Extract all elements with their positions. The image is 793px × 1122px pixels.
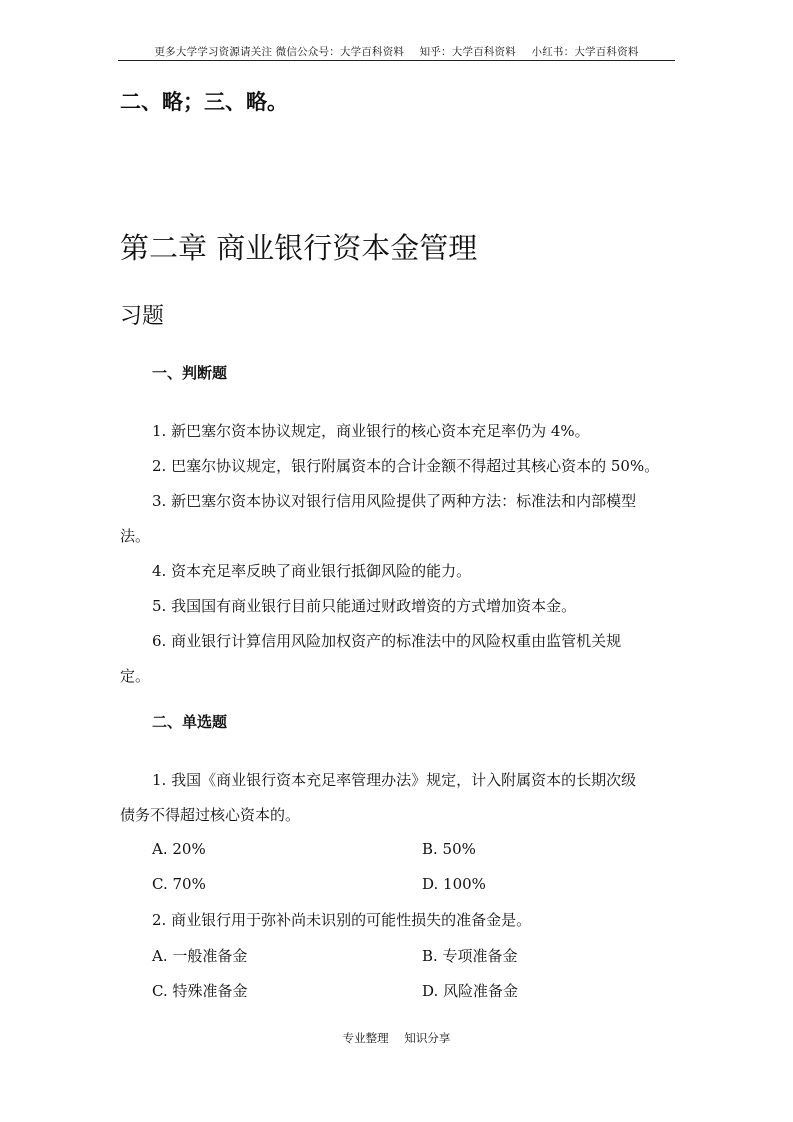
sc-q2-option-a: A. 一般准备金 bbox=[152, 947, 248, 965]
sc-q2-option-b: B. 专项准备金 bbox=[422, 947, 518, 965]
tf-question-6 bbox=[120, 624, 675, 694]
sc-question-2-text: 2. 商业银行用于弥补尚未识别的可能性损失的准备金是。 bbox=[152, 911, 532, 929]
sc-question-1 bbox=[120, 763, 675, 833]
header-rule bbox=[118, 60, 675, 61]
tf-question-1-text: 1. 新巴塞尔资本协议规定，商业银行的核心资本充足率仍为 4%。 bbox=[152, 422, 590, 440]
true-false-heading: 一、判断题 bbox=[152, 364, 228, 382]
page-footer bbox=[0, 1030, 793, 1046]
exercises-heading: 习题 bbox=[120, 304, 165, 329]
tf-question-5-text: 5. 我国国有商业银行目前只能通过财政增资的方式增加资本金。 bbox=[152, 597, 577, 615]
tf-question-6-cont: 定。 bbox=[120, 667, 151, 685]
tf-question-2 bbox=[120, 449, 675, 484]
sc-q1-option-d: D. 100% bbox=[422, 875, 486, 893]
tf-question-3-text: 3. 新巴塞尔资本协议对银行信用风险提供了两种方法：标准法和内部模型 bbox=[152, 492, 637, 510]
chapter-title: 第二章 商业银行资本金管理 bbox=[120, 231, 478, 265]
header-wechat: 更多大学学习资源请关注 微信公众号：大学百科资料 bbox=[154, 46, 405, 58]
sc-question-2 bbox=[120, 903, 675, 938]
tf-question-4 bbox=[120, 554, 675, 589]
tf-question-1 bbox=[120, 414, 675, 449]
tf-question-6-text: 6. 商业银行计算信用风险加权资产的标准法中的风险权重由监管机关规 bbox=[152, 632, 622, 650]
tf-question-2-text: 2. 巴塞尔协议规定，银行附属资本的合计金额不得超过其核心资本的 50%。 bbox=[152, 457, 660, 475]
footer-segment-2: 知识分享 bbox=[404, 1031, 451, 1045]
page-header bbox=[118, 44, 675, 59]
sc-q2-option-d: D. 风险准备金 bbox=[422, 982, 519, 1000]
sc-question-1-cont: 债务不得超过核心资本的。 bbox=[120, 806, 301, 824]
header-zhihu: 知乎：大学百科资料 bbox=[419, 46, 516, 58]
sc-q2-option-c: C. 特殊准备金 bbox=[152, 982, 248, 1000]
sc-question-1-text: 1. 我国《商业银行资本充足率管理办法》规定，计入附属资本的长期次级 bbox=[152, 771, 637, 789]
tf-question-5 bbox=[120, 589, 675, 624]
tf-question-3-cont: 法。 bbox=[120, 527, 151, 545]
sc-q1-option-b: B. 50% bbox=[422, 840, 476, 858]
tf-question-4-text: 4. 资本充足率反映了商业银行抵御风险的能力。 bbox=[152, 562, 472, 580]
single-choice-heading: 二、单选题 bbox=[152, 713, 228, 731]
footer-segment-1: 专业整理 bbox=[342, 1031, 389, 1045]
sc-q1-option-a: A. 20% bbox=[152, 840, 206, 858]
header-xiaohongshu: 小红书：大学百科资料 bbox=[531, 46, 639, 58]
sc-q1-option-c: C. 70% bbox=[152, 875, 206, 893]
tf-question-3 bbox=[120, 484, 675, 554]
prev-section-tail: 二、略；三、略。 bbox=[120, 89, 288, 114]
